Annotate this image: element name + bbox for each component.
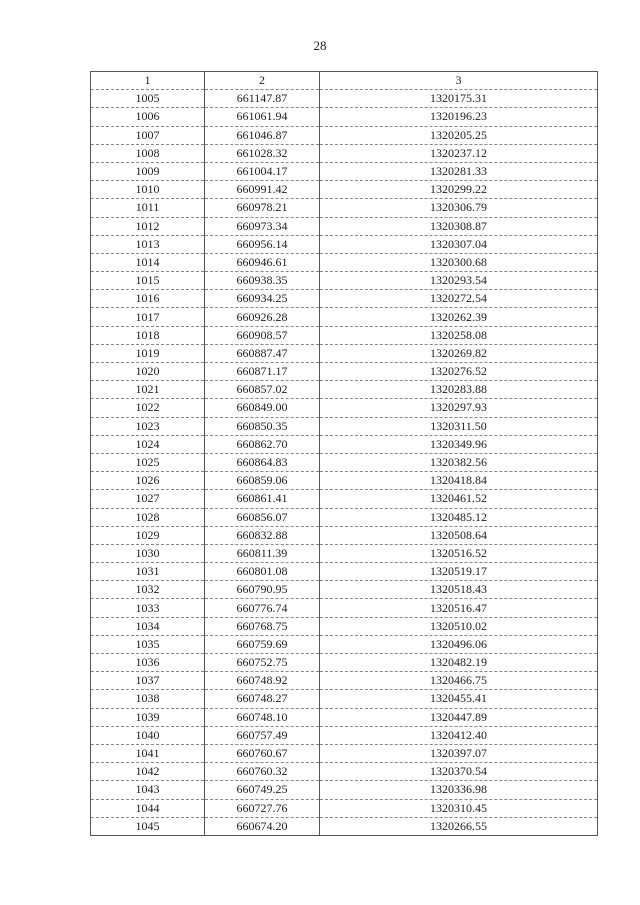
table-row [91, 453, 598, 471]
coordinates-table [90, 71, 598, 836]
table-row [91, 344, 598, 362]
point-number-cell: 1040 [91, 726, 205, 744]
x-coordinate-cell: 660859.06 [205, 472, 320, 490]
point-number-cell: 1020 [91, 363, 205, 381]
x-coordinate-cell: 660760.32 [205, 763, 320, 781]
table-row [91, 635, 598, 653]
x-coordinate-cell: 660946.61 [205, 253, 320, 271]
y-coordinate-cell: 1320307.04 [320, 235, 598, 253]
table-row [91, 181, 598, 199]
table-row [91, 272, 598, 290]
point-number-cell: 1025 [91, 453, 205, 471]
point-number-cell: 1027 [91, 490, 205, 508]
point-number-cell: 1006 [91, 108, 205, 126]
x-coordinate-cell: 660856.07 [205, 508, 320, 526]
x-coordinate-cell: 660908.57 [205, 326, 320, 344]
point-number-cell: 1024 [91, 435, 205, 453]
point-number-cell: 1044 [91, 799, 205, 817]
table-header-row [91, 72, 598, 90]
table-row [91, 472, 598, 490]
table-row [91, 726, 598, 744]
y-coordinate-cell: 1320310.45 [320, 799, 598, 817]
y-coordinate-cell: 1320510.02 [320, 617, 598, 635]
point-number-cell: 1039 [91, 708, 205, 726]
table-row [91, 199, 598, 217]
point-number-cell: 1042 [91, 763, 205, 781]
table-row [91, 763, 598, 781]
point-number-cell: 1013 [91, 235, 205, 253]
point-number-cell: 1038 [91, 690, 205, 708]
column-header-2: 2 [205, 72, 320, 90]
point-number-cell: 1017 [91, 308, 205, 326]
y-coordinate-cell: 1320237.12 [320, 144, 598, 162]
x-coordinate-cell: 660748.27 [205, 690, 320, 708]
x-coordinate-cell: 660857.02 [205, 381, 320, 399]
point-number-cell: 1011 [91, 199, 205, 217]
table-row [91, 617, 598, 635]
x-coordinate-cell: 660938.35 [205, 272, 320, 290]
y-coordinate-cell: 1320262.39 [320, 308, 598, 326]
y-coordinate-cell: 1320281.33 [320, 162, 598, 180]
x-coordinate-cell: 660864.83 [205, 453, 320, 471]
point-number-cell: 1031 [91, 563, 205, 581]
table-row [91, 108, 598, 126]
point-number-cell: 1019 [91, 344, 205, 362]
x-coordinate-cell: 660871.17 [205, 363, 320, 381]
point-number-cell: 1018 [91, 326, 205, 344]
y-coordinate-cell: 1320336.98 [320, 781, 598, 799]
x-coordinate-cell: 661004.17 [205, 162, 320, 180]
table-row [91, 654, 598, 672]
table-row [91, 690, 598, 708]
table-row [91, 581, 598, 599]
table-row [91, 508, 598, 526]
x-coordinate-cell: 660674.20 [205, 817, 320, 835]
point-number-cell: 1026 [91, 472, 205, 490]
table-row [91, 817, 598, 835]
y-coordinate-cell: 1320306.79 [320, 199, 598, 217]
x-coordinate-cell: 660790.95 [205, 581, 320, 599]
y-coordinate-cell: 1320308.87 [320, 217, 598, 235]
y-coordinate-cell: 1320272.54 [320, 290, 598, 308]
point-number-cell: 1030 [91, 544, 205, 562]
table-row [91, 217, 598, 235]
y-coordinate-cell: 1320516.47 [320, 599, 598, 617]
point-number-cell: 1036 [91, 654, 205, 672]
x-coordinate-cell: 661147.87 [205, 90, 320, 108]
x-coordinate-cell: 661061.94 [205, 108, 320, 126]
y-coordinate-cell: 1320516.52 [320, 544, 598, 562]
table-row [91, 708, 598, 726]
x-coordinate-cell: 661046.87 [205, 126, 320, 144]
y-coordinate-cell: 1320293.54 [320, 272, 598, 290]
table-row [91, 417, 598, 435]
table-row [91, 144, 598, 162]
table-row [91, 544, 598, 562]
x-coordinate-cell: 660926.28 [205, 308, 320, 326]
y-coordinate-cell: 1320518.43 [320, 581, 598, 599]
x-coordinate-cell: 660850.35 [205, 417, 320, 435]
table-row [91, 490, 598, 508]
x-coordinate-cell: 660801.08 [205, 563, 320, 581]
point-number-cell: 1007 [91, 126, 205, 144]
y-coordinate-cell: 1320455.41 [320, 690, 598, 708]
table-row [91, 599, 598, 617]
point-number-cell: 1016 [91, 290, 205, 308]
table-row [91, 235, 598, 253]
point-number-cell: 1041 [91, 744, 205, 762]
point-number-cell: 1029 [91, 526, 205, 544]
table-row [91, 435, 598, 453]
point-number-cell: 1021 [91, 381, 205, 399]
table-row [91, 672, 598, 690]
x-coordinate-cell: 661028.32 [205, 144, 320, 162]
table-row [91, 90, 598, 108]
table-row [91, 162, 598, 180]
point-number-cell: 1022 [91, 399, 205, 417]
y-coordinate-cell: 1320496.06 [320, 635, 598, 653]
table-row [91, 363, 598, 381]
point-number-cell: 1032 [91, 581, 205, 599]
x-coordinate-cell: 660760.67 [205, 744, 320, 762]
point-number-cell: 1015 [91, 272, 205, 290]
table-row [91, 744, 598, 762]
y-coordinate-cell: 1320482.19 [320, 654, 598, 672]
y-coordinate-cell: 1320300.68 [320, 253, 598, 271]
x-coordinate-cell: 660862.70 [205, 435, 320, 453]
x-coordinate-cell: 660934.25 [205, 290, 320, 308]
y-coordinate-cell: 1320297.93 [320, 399, 598, 417]
point-number-cell: 1028 [91, 508, 205, 526]
page-number: 28 [313, 38, 327, 53]
point-number-cell: 1033 [91, 599, 205, 617]
point-number-cell: 1008 [91, 144, 205, 162]
x-coordinate-cell: 660749.25 [205, 781, 320, 799]
table-row [91, 290, 598, 308]
table-row [91, 326, 598, 344]
y-coordinate-cell: 1320276.52 [320, 363, 598, 381]
x-coordinate-cell: 660811.39 [205, 544, 320, 562]
x-coordinate-cell: 660861.41 [205, 490, 320, 508]
y-coordinate-cell: 1320382.56 [320, 453, 598, 471]
point-number-cell: 1023 [91, 417, 205, 435]
y-coordinate-cell: 1320196.23 [320, 108, 598, 126]
table-row [91, 253, 598, 271]
y-coordinate-cell: 1320466.75 [320, 672, 598, 690]
point-number-cell: 1005 [91, 90, 205, 108]
y-coordinate-cell: 1320205.25 [320, 126, 598, 144]
y-coordinate-cell: 1320397.07 [320, 744, 598, 762]
x-coordinate-cell: 660887.47 [205, 344, 320, 362]
x-coordinate-cell: 660748.10 [205, 708, 320, 726]
table-row [91, 381, 598, 399]
point-number-cell: 1010 [91, 181, 205, 199]
y-coordinate-cell: 1320266.55 [320, 817, 598, 835]
x-coordinate-cell: 660832.88 [205, 526, 320, 544]
x-coordinate-cell: 660748.92 [205, 672, 320, 690]
table-row [91, 526, 598, 544]
table-row [91, 781, 598, 799]
table-row [91, 308, 598, 326]
y-coordinate-cell: 1320418.84 [320, 472, 598, 490]
y-coordinate-cell: 1320447.89 [320, 708, 598, 726]
table-row [91, 799, 598, 817]
y-coordinate-cell: 1320508.64 [320, 526, 598, 544]
y-coordinate-cell: 1320258.08 [320, 326, 598, 344]
point-number-cell: 1045 [91, 817, 205, 835]
y-coordinate-cell: 1320269.82 [320, 344, 598, 362]
x-coordinate-cell: 660727.76 [205, 799, 320, 817]
point-number-cell: 1012 [91, 217, 205, 235]
x-coordinate-cell: 660973.34 [205, 217, 320, 235]
y-coordinate-cell: 1320175.31 [320, 90, 598, 108]
point-number-cell: 1037 [91, 672, 205, 690]
x-coordinate-cell: 660776.74 [205, 599, 320, 617]
x-coordinate-cell: 660978.21 [205, 199, 320, 217]
x-coordinate-cell: 660956.14 [205, 235, 320, 253]
y-coordinate-cell: 1320299.22 [320, 181, 598, 199]
y-coordinate-cell: 1320283.88 [320, 381, 598, 399]
table-row [91, 126, 598, 144]
y-coordinate-cell: 1320461.52 [320, 490, 598, 508]
x-coordinate-cell: 660991.42 [205, 181, 320, 199]
x-coordinate-cell: 660752.75 [205, 654, 320, 672]
x-coordinate-cell: 660849.00 [205, 399, 320, 417]
point-number-cell: 1034 [91, 617, 205, 635]
y-coordinate-cell: 1320370.54 [320, 763, 598, 781]
x-coordinate-cell: 660757.49 [205, 726, 320, 744]
y-coordinate-cell: 1320311.50 [320, 417, 598, 435]
y-coordinate-cell: 1320349.96 [320, 435, 598, 453]
point-number-cell: 1009 [91, 162, 205, 180]
column-header-1: 1 [91, 72, 205, 90]
point-number-cell: 1014 [91, 253, 205, 271]
y-coordinate-cell: 1320519.17 [320, 563, 598, 581]
y-coordinate-cell: 1320485.12 [320, 508, 598, 526]
point-number-cell: 1043 [91, 781, 205, 799]
x-coordinate-cell: 660759.69 [205, 635, 320, 653]
table-row [91, 399, 598, 417]
y-coordinate-cell: 1320412.40 [320, 726, 598, 744]
table-row [91, 563, 598, 581]
x-coordinate-cell: 660768.75 [205, 617, 320, 635]
table-body [91, 90, 598, 836]
column-header-3: 3 [320, 72, 598, 90]
point-number-cell: 1035 [91, 635, 205, 653]
